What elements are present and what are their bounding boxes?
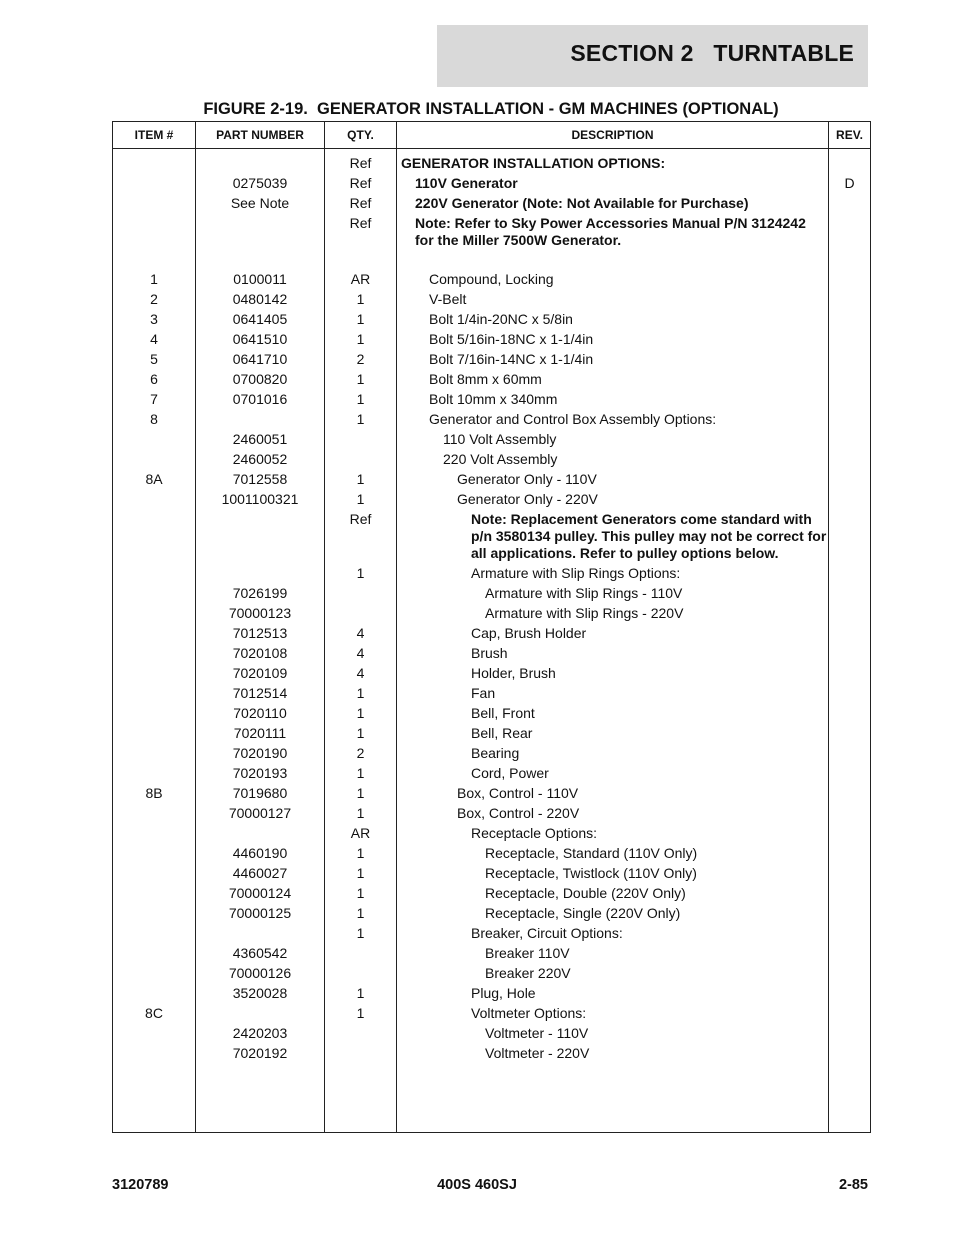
description-cell: Bolt 10mm x 340mm	[397, 389, 829, 409]
quantity-cell: 4	[325, 663, 397, 683]
item-number-cell	[113, 803, 196, 823]
quantity-cell: 1	[325, 923, 397, 943]
description-cell: Brush	[397, 643, 829, 663]
revision-cell	[829, 883, 871, 903]
part-number-cell: 0641405	[196, 309, 325, 329]
revision-cell	[829, 409, 871, 429]
table-row	[113, 409, 871, 429]
description-cell: Generator and Control Box Assembly Options:	[397, 409, 829, 429]
description-cell: Receptacle, Twistlock (110V Only)	[397, 863, 829, 883]
item-number-cell	[113, 623, 196, 643]
table-row	[113, 1003, 871, 1023]
description-cell: Armature with Slip Rings - 110V	[397, 583, 829, 603]
quantity-cell: 1	[325, 309, 397, 329]
empty-cell	[196, 1063, 325, 1133]
revision-cell	[829, 1043, 871, 1063]
part-number-cell: 70000126	[196, 963, 325, 983]
description-cell: Voltmeter - 220V	[397, 1043, 829, 1063]
quantity-cell: 4	[325, 623, 397, 643]
table-row	[113, 193, 871, 213]
table-row	[113, 349, 871, 369]
item-number-cell	[113, 429, 196, 449]
description-cell: Bolt 8mm x 60mm	[397, 369, 829, 389]
description-cell: 220V Generator (Note: Not Available for Purchase)	[397, 193, 829, 213]
item-number-cell	[113, 703, 196, 723]
part-number-cell: 3520028	[196, 983, 325, 1003]
figure-title: FIGURE 2-19. GENERATOR INSTALLATION - GM MACHINES (OPTIONAL)	[203, 100, 779, 118]
footer-doc-number: 3120789	[112, 1177, 169, 1193]
part-number-cell	[196, 409, 325, 429]
table-row	[113, 923, 871, 943]
table-row	[113, 429, 871, 449]
table-row	[113, 623, 871, 643]
revision-cell	[829, 349, 871, 369]
table-row	[113, 963, 871, 983]
part-number-cell: See Note	[196, 193, 325, 213]
revision-cell	[829, 843, 871, 863]
column-header-part-number: PART NUMBER	[196, 122, 325, 149]
quantity-cell: 1	[325, 563, 397, 583]
quantity-cell: Ref	[325, 173, 397, 193]
part-number-cell: 7012513	[196, 623, 325, 643]
part-number-cell: 7020111	[196, 723, 325, 743]
table-row	[113, 763, 871, 783]
part-number-cell	[196, 509, 325, 563]
part-number-cell: 0275039	[196, 173, 325, 193]
part-number-cell: 7012558	[196, 469, 325, 489]
column-header-description: DESCRIPTION	[397, 122, 829, 149]
quantity-cell: 1	[325, 369, 397, 389]
item-number-cell	[113, 743, 196, 763]
item-number-cell	[113, 863, 196, 883]
item-number-cell	[113, 603, 196, 623]
quantity-cell: 1	[325, 783, 397, 803]
part-number-cell: 4460190	[196, 843, 325, 863]
revision-cell	[829, 763, 871, 783]
section-title: SECTION 2 TURNTABLE	[570, 40, 854, 66]
part-number-cell: 70000123	[196, 603, 325, 623]
quantity-cell: 1	[325, 329, 397, 349]
revision-cell	[829, 469, 871, 489]
table-row	[113, 943, 871, 963]
revision-cell	[829, 643, 871, 663]
part-number-cell: 7020110	[196, 703, 325, 723]
revision-cell	[829, 489, 871, 509]
part-number-cell: 7012514	[196, 683, 325, 703]
revision-cell	[829, 803, 871, 823]
description-cell: Plug, Hole	[397, 983, 829, 1003]
table-row	[113, 329, 871, 349]
column-header-qty: QTY.	[325, 122, 397, 149]
revision-cell	[829, 623, 871, 643]
column-header-item: ITEM #	[113, 122, 196, 149]
table-row	[113, 683, 871, 703]
description-cell: Receptacle Options:	[397, 823, 829, 843]
table-row	[113, 823, 871, 843]
quantity-cell: 1	[325, 409, 397, 429]
revision-cell	[829, 389, 871, 409]
parts-table-body	[113, 149, 871, 1133]
table-row	[113, 213, 871, 269]
description-cell: Note: Replacement Generators come standard with p/n 3580134 pulley. This pulley may not be correct for all applications. Refer to pulley options below.	[397, 509, 829, 563]
revision-cell	[829, 943, 871, 963]
description-cell: Cord, Power	[397, 763, 829, 783]
part-number-cell: 4360542	[196, 943, 325, 963]
quantity-cell: 1	[325, 883, 397, 903]
revision-cell	[829, 703, 871, 723]
quantity-cell	[325, 583, 397, 603]
table-row	[113, 509, 871, 563]
item-number-cell	[113, 213, 196, 269]
table-row	[113, 583, 871, 603]
revision-cell	[829, 563, 871, 583]
quantity-cell: 1	[325, 763, 397, 783]
item-number-cell: 1	[113, 269, 196, 289]
quantity-cell: 1	[325, 1003, 397, 1023]
description-cell: Note: Refer to Sky Power Accessories Manual P/N 3124242 for the Miller 7500W Generator.	[397, 213, 829, 269]
table-row	[113, 369, 871, 389]
description-cell: Bell, Rear	[397, 723, 829, 743]
quantity-cell: 2	[325, 349, 397, 369]
table-row	[113, 863, 871, 883]
table-row	[113, 389, 871, 409]
item-number-cell	[113, 663, 196, 683]
revision-cell	[829, 369, 871, 389]
empty-cell	[113, 1063, 196, 1133]
revision-cell	[829, 783, 871, 803]
part-number-cell: 0641510	[196, 329, 325, 349]
description-cell: Armature with Slip Rings Options:	[397, 563, 829, 583]
quantity-cell: Ref	[325, 509, 397, 563]
item-number-cell	[113, 489, 196, 509]
revision-cell	[829, 983, 871, 1003]
item-number-cell	[113, 943, 196, 963]
item-number-cell	[113, 763, 196, 783]
table-row	[113, 289, 871, 309]
table-row	[113, 983, 871, 1003]
revision-cell	[829, 509, 871, 563]
table-row	[113, 149, 871, 174]
description-cell: Generator Only - 110V	[397, 469, 829, 489]
description-cell: Box, Control - 110V	[397, 783, 829, 803]
revision-cell	[829, 823, 871, 843]
quantity-cell	[325, 1023, 397, 1043]
column-header-rev: REV.	[829, 122, 871, 149]
quantity-cell	[325, 943, 397, 963]
revision-cell	[829, 1003, 871, 1023]
table-row	[113, 843, 871, 863]
quantity-cell: 1	[325, 703, 397, 723]
item-number-cell	[113, 723, 196, 743]
revision-cell	[829, 1023, 871, 1043]
item-number-cell: 7	[113, 389, 196, 409]
revision-cell	[829, 429, 871, 449]
item-number-cell	[113, 983, 196, 1003]
part-number-cell	[196, 1003, 325, 1023]
revision-cell	[829, 603, 871, 623]
part-number-cell: 7020192	[196, 1043, 325, 1063]
quantity-cell: AR	[325, 823, 397, 843]
part-number-cell: 7020190	[196, 743, 325, 763]
item-number-cell	[113, 843, 196, 863]
part-number-cell: 0641710	[196, 349, 325, 369]
part-number-cell: 0700820	[196, 369, 325, 389]
item-number-cell: 5	[113, 349, 196, 369]
description-cell: Bolt 1/4in-20NC x 5/8in	[397, 309, 829, 329]
revision-cell	[829, 213, 871, 269]
quantity-cell: 2	[325, 743, 397, 763]
quantity-cell: 1	[325, 389, 397, 409]
description-cell: V-Belt	[397, 289, 829, 309]
part-number-cell	[196, 563, 325, 583]
description-cell: Voltmeter Options:	[397, 1003, 829, 1023]
part-number-cell: 0100011	[196, 269, 325, 289]
item-number-cell: 3	[113, 309, 196, 329]
quantity-cell: Ref	[325, 213, 397, 269]
revision-cell	[829, 683, 871, 703]
footer-model: 400S 460SJ	[437, 1177, 517, 1193]
description-cell: Bolt 7/16in-14NC x 1-1/4in	[397, 349, 829, 369]
quantity-cell: 1	[325, 289, 397, 309]
table-row	[113, 603, 871, 623]
revision-cell	[829, 903, 871, 923]
item-number-cell	[113, 149, 196, 174]
part-number-cell: 2460051	[196, 429, 325, 449]
part-number-cell: 7019680	[196, 783, 325, 803]
part-number-cell	[196, 823, 325, 843]
item-number-cell	[113, 903, 196, 923]
table-row	[113, 903, 871, 923]
description-cell: 110 Volt Assembly	[397, 429, 829, 449]
description-cell: Bell, Front	[397, 703, 829, 723]
table-row	[113, 269, 871, 289]
description-cell: Receptacle, Double (220V Only)	[397, 883, 829, 903]
revision-cell	[829, 449, 871, 469]
item-number-cell	[113, 883, 196, 903]
item-number-cell	[113, 509, 196, 563]
description-cell: Fan	[397, 683, 829, 703]
description-cell: Voltmeter - 110V	[397, 1023, 829, 1043]
part-number-cell: 70000125	[196, 903, 325, 923]
quantity-cell: 1	[325, 683, 397, 703]
empty-cell	[325, 1063, 397, 1133]
description-cell: Bearing	[397, 743, 829, 763]
item-number-cell: 6	[113, 369, 196, 389]
revision-cell	[829, 329, 871, 349]
item-number-cell	[113, 923, 196, 943]
quantity-cell: 1	[325, 843, 397, 863]
revision-cell	[829, 863, 871, 883]
description-cell: Receptacle, Single (220V Only)	[397, 903, 829, 923]
description-cell: Generator Only - 220V	[397, 489, 829, 509]
part-number-cell: 7026199	[196, 583, 325, 603]
table-row	[113, 663, 871, 683]
revision-cell	[829, 309, 871, 329]
quantity-cell: Ref	[325, 193, 397, 213]
quantity-cell: 1	[325, 983, 397, 1003]
quantity-cell: 1	[325, 863, 397, 883]
quantity-cell	[325, 963, 397, 983]
description-cell: Breaker 110V	[397, 943, 829, 963]
part-number-cell: 2420203	[196, 1023, 325, 1043]
item-number-cell	[113, 1023, 196, 1043]
item-number-cell: 8C	[113, 1003, 196, 1023]
empty-cell	[829, 1063, 871, 1133]
revision-cell	[829, 583, 871, 603]
revision-cell	[829, 963, 871, 983]
table-row	[113, 643, 871, 663]
revision-cell	[829, 149, 871, 174]
part-number-cell: 7020193	[196, 763, 325, 783]
revision-cell	[829, 743, 871, 763]
part-number-cell: 7020108	[196, 643, 325, 663]
part-number-cell: 4460027	[196, 863, 325, 883]
description-cell: Breaker 220V	[397, 963, 829, 983]
quantity-cell	[325, 1043, 397, 1063]
quantity-cell	[325, 429, 397, 449]
description-cell: Bolt 5/16in-18NC x 1-1/4in	[397, 329, 829, 349]
part-number-cell: 2460052	[196, 449, 325, 469]
revision-cell	[829, 723, 871, 743]
table-row	[113, 1023, 871, 1043]
table-row	[113, 469, 871, 489]
item-number-cell	[113, 963, 196, 983]
part-number-cell: 7020109	[196, 663, 325, 683]
part-number-cell: 0480142	[196, 289, 325, 309]
quantity-cell: 1	[325, 803, 397, 823]
table-row	[113, 449, 871, 469]
revision-cell	[829, 193, 871, 213]
table-row	[113, 803, 871, 823]
empty-cell	[397, 1063, 829, 1133]
quantity-cell: 1	[325, 469, 397, 489]
item-number-cell	[113, 1043, 196, 1063]
quantity-cell	[325, 603, 397, 623]
part-number-cell: 1001100321	[196, 489, 325, 509]
table-header-row	[113, 122, 871, 149]
part-number-cell	[196, 923, 325, 943]
revision-cell	[829, 289, 871, 309]
item-number-cell	[113, 173, 196, 193]
table-row	[113, 883, 871, 903]
item-number-cell: 8	[113, 409, 196, 429]
table-row	[113, 563, 871, 583]
item-number-cell: 8A	[113, 469, 196, 489]
part-number-cell: 0701016	[196, 389, 325, 409]
table-row	[113, 489, 871, 509]
quantity-cell: 1	[325, 903, 397, 923]
revision-cell: D	[829, 173, 871, 193]
description-cell: Holder, Brush	[397, 663, 829, 683]
revision-cell	[829, 663, 871, 683]
table-filler-row	[113, 1063, 871, 1133]
part-number-cell: 70000124	[196, 883, 325, 903]
part-number-cell	[196, 149, 325, 174]
description-cell: Armature with Slip Rings - 220V	[397, 603, 829, 623]
footer-page-number: 2-85	[838, 1177, 868, 1193]
item-number-cell	[113, 683, 196, 703]
item-number-cell	[113, 823, 196, 843]
item-number-cell: 2	[113, 289, 196, 309]
parts-table	[112, 121, 871, 1133]
table-row	[113, 723, 871, 743]
quantity-cell: 1	[325, 723, 397, 743]
description-cell: Receptacle, Standard (110V Only)	[397, 843, 829, 863]
table-row	[113, 743, 871, 763]
item-number-cell	[113, 563, 196, 583]
table-row	[113, 703, 871, 723]
item-number-cell	[113, 193, 196, 213]
description-cell: Cap, Brush Holder	[397, 623, 829, 643]
description-cell: 220 Volt Assembly	[397, 449, 829, 469]
part-number-cell: 70000127	[196, 803, 325, 823]
quantity-cell	[325, 449, 397, 469]
table-row	[113, 173, 871, 193]
quantity-cell: 4	[325, 643, 397, 663]
quantity-cell: Ref	[325, 149, 397, 174]
quantity-cell: AR	[325, 269, 397, 289]
table-row	[113, 309, 871, 329]
item-number-cell	[113, 583, 196, 603]
table-row	[113, 1043, 871, 1063]
item-number-cell	[113, 643, 196, 663]
item-number-cell: 8B	[113, 783, 196, 803]
table-row	[113, 783, 871, 803]
description-cell: Breaker, Circuit Options:	[397, 923, 829, 943]
description-cell: Compound, Locking	[397, 269, 829, 289]
revision-cell	[829, 923, 871, 943]
revision-cell	[829, 269, 871, 289]
description-cell: 110V Generator	[397, 173, 829, 193]
item-number-cell: 4	[113, 329, 196, 349]
quantity-cell: 1	[325, 489, 397, 509]
description-cell: Box, Control - 220V	[397, 803, 829, 823]
description-cell: GENERATOR INSTALLATION OPTIONS:	[397, 149, 829, 174]
section-banner	[437, 25, 868, 87]
part-number-cell	[196, 213, 325, 269]
item-number-cell	[113, 449, 196, 469]
